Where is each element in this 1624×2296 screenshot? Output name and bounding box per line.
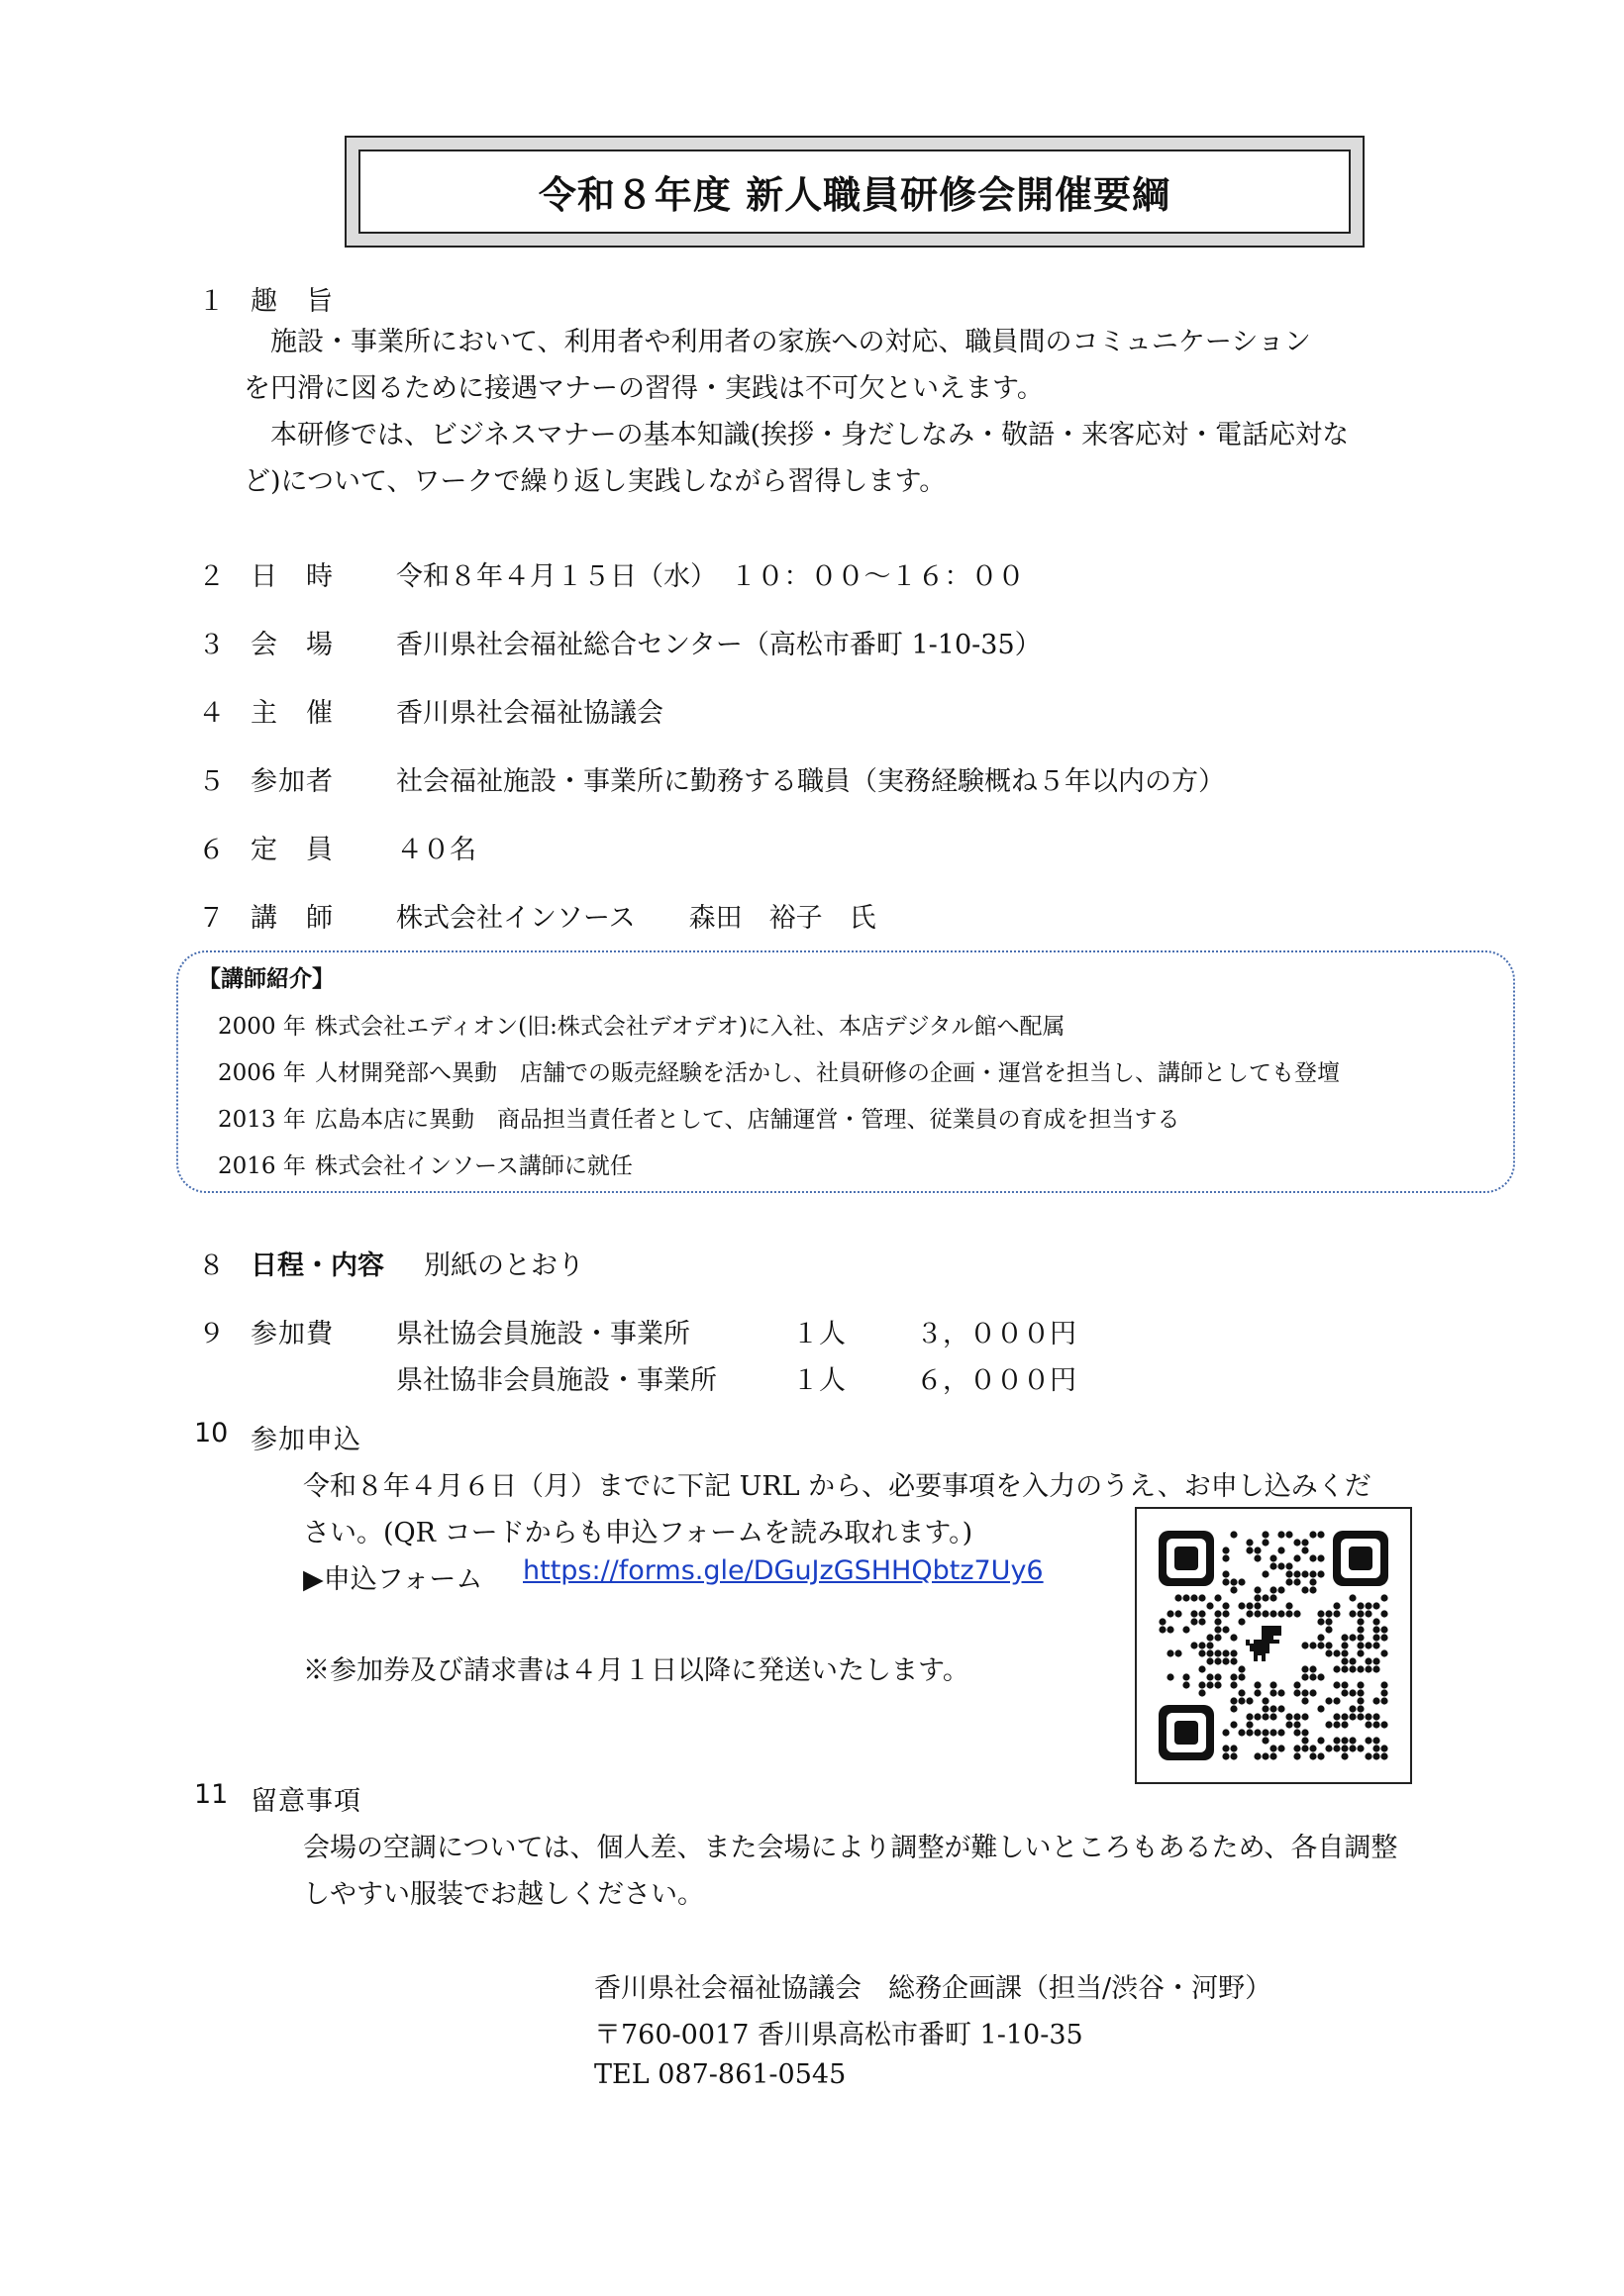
section-1-label: 趣 旨 (251, 286, 334, 317)
section-4-label: 主 催 (251, 698, 334, 729)
section-8-label: 日程・内容 (251, 1250, 384, 1281)
fee-type: 県社協非会員施設・事業所 (396, 1365, 717, 1396)
section-1-number: １ (198, 286, 225, 317)
title-frame (345, 136, 1365, 248)
section-2-label: 日 時 (251, 561, 334, 592)
section-6-value: ４０名 (396, 835, 476, 865)
notes-line-1: 会場の空調については、個人差、また会場により調整が難しいところもあるため、各自調整 (303, 1833, 1398, 1863)
section-11-number: 11 (194, 1779, 229, 1810)
bio-year: 2013 年 (218, 1107, 306, 1133)
section-4-value: 香川県社会福祉協議会 (396, 698, 663, 729)
section-2-value: 令和８年４月１５日（水） １０：００～１６：００ (396, 561, 1025, 592)
section-10-number: 10 (194, 1418, 229, 1448)
section-8-number: ８ (198, 1250, 225, 1281)
bio-year: 2000 年 (218, 1014, 306, 1040)
section-1-line: 施設・事業所において、利用者や利用者の家族への対応、職員間のコミュニケーション (244, 327, 1311, 357)
section-3-value: 香川県社会福祉総合センター（高松市番町 1-10-35） (396, 630, 1042, 660)
section-5-value: 社会福祉施設・事業所に勤務する職員（実務経験概ね５年以内の方） (396, 766, 1225, 797)
section-1-line: を円滑に図るために接遇マナーの習得・実践は不可欠といえます。 (244, 373, 1044, 404)
bio-item (218, 1148, 633, 1180)
qr-code-image (1159, 1531, 1388, 1760)
title-inner (358, 150, 1351, 234)
bio-text: 株式会社エディオン(旧:株式会社デオデオ)に入社、本店デジタル館へ配属 (315, 1014, 1066, 1040)
fee-price: ６，０００円 (916, 1365, 1076, 1396)
fee-unit: １人 (792, 1365, 846, 1396)
qr-code[interactable] (1135, 1507, 1412, 1784)
section-6-number: ６ (198, 835, 225, 865)
bio-text: 人材開発部へ異動 店舗での販売経験を活かし、社員研修の企画・運営を担当し、講師としても登壇 (315, 1060, 1340, 1086)
section-6-label: 定 員 (251, 835, 334, 865)
notes-line-2: しやすい服装でお越しください。 (303, 1879, 704, 1910)
section-5-number: ５ (198, 766, 225, 797)
application-line-1: 令和８年４月６日（月）までに下記 URL から、必要事項を入力のうえ、お申し込みくだ (303, 1471, 1371, 1502)
bio-text: 広島本店に異動 商品担当責任者として、店舗運営・管理、従業員の育成を担当する (315, 1107, 1180, 1133)
bio-year: 2006 年 (218, 1060, 306, 1086)
bio-item (218, 1008, 1066, 1041)
section-10-label: 参加申込 (251, 1425, 361, 1455)
section-5-label: 参加者 (251, 766, 334, 797)
section-9-label: 参加費 (251, 1319, 334, 1349)
fee-price: ３，０００円 (916, 1319, 1076, 1349)
bio-text: 株式会社インソース講師に就任 (315, 1153, 633, 1179)
section-1-body (244, 319, 1349, 505)
bio-item (218, 1101, 1180, 1134)
contact-org: 香川県社会福祉協議会 総務企画課（担当/渋谷・河野） (594, 1973, 1272, 2004)
section-11-label: 留意事項 (251, 1786, 361, 1817)
section-7-value: 株式会社インソース 森田 裕子 氏 (396, 903, 876, 934)
application-form-link[interactable]: https://forms.gle/DGuJzGSHHQbtz7Uy6 (523, 1555, 1044, 1586)
section-9-number: ９ (198, 1319, 225, 1349)
bio-item (218, 1054, 1340, 1087)
application-form-label: ▶申込フォーム (303, 1564, 483, 1595)
section-4-number: ４ (198, 698, 225, 729)
section-3-number: ３ (198, 630, 225, 660)
fee-unit: １人 (792, 1319, 846, 1349)
section-1-line: ど)について、ワークで繰り返し実践しながら習得します。 (244, 466, 947, 497)
application-note: ※参加券及び請求書は４月１日以降に発送いたします。 (303, 1655, 969, 1686)
section-2-number: ２ (198, 561, 225, 592)
fee-type: 県社協会員施設・事業所 (396, 1319, 690, 1349)
contact-address: 〒760-0017 香川県高松市番町 1-10-35 (594, 2020, 1083, 2050)
section-3-label: 会 場 (251, 630, 334, 660)
section-7-number: ７ (198, 903, 225, 934)
page-title: 令和８年度 新人職員研修会開催要綱 (538, 173, 1171, 217)
application-line-2: さい。(QR コードからも申込フォームを読み取れます。) (303, 1518, 973, 1548)
section-7-label: 講 師 (251, 903, 334, 934)
instructor-bio-heading: 【講師紹介】 (198, 966, 335, 992)
section-1-line: 本研修では、ビジネスマナーの基本知識(挨拶・身だしなみ・敬語・来客応対・電話応対な (244, 420, 1350, 450)
bio-year: 2016 年 (218, 1153, 306, 1179)
contact-tel: TEL 087-861-0545 (594, 2059, 847, 2090)
section-8-value: 別紙のとおり (424, 1250, 584, 1281)
